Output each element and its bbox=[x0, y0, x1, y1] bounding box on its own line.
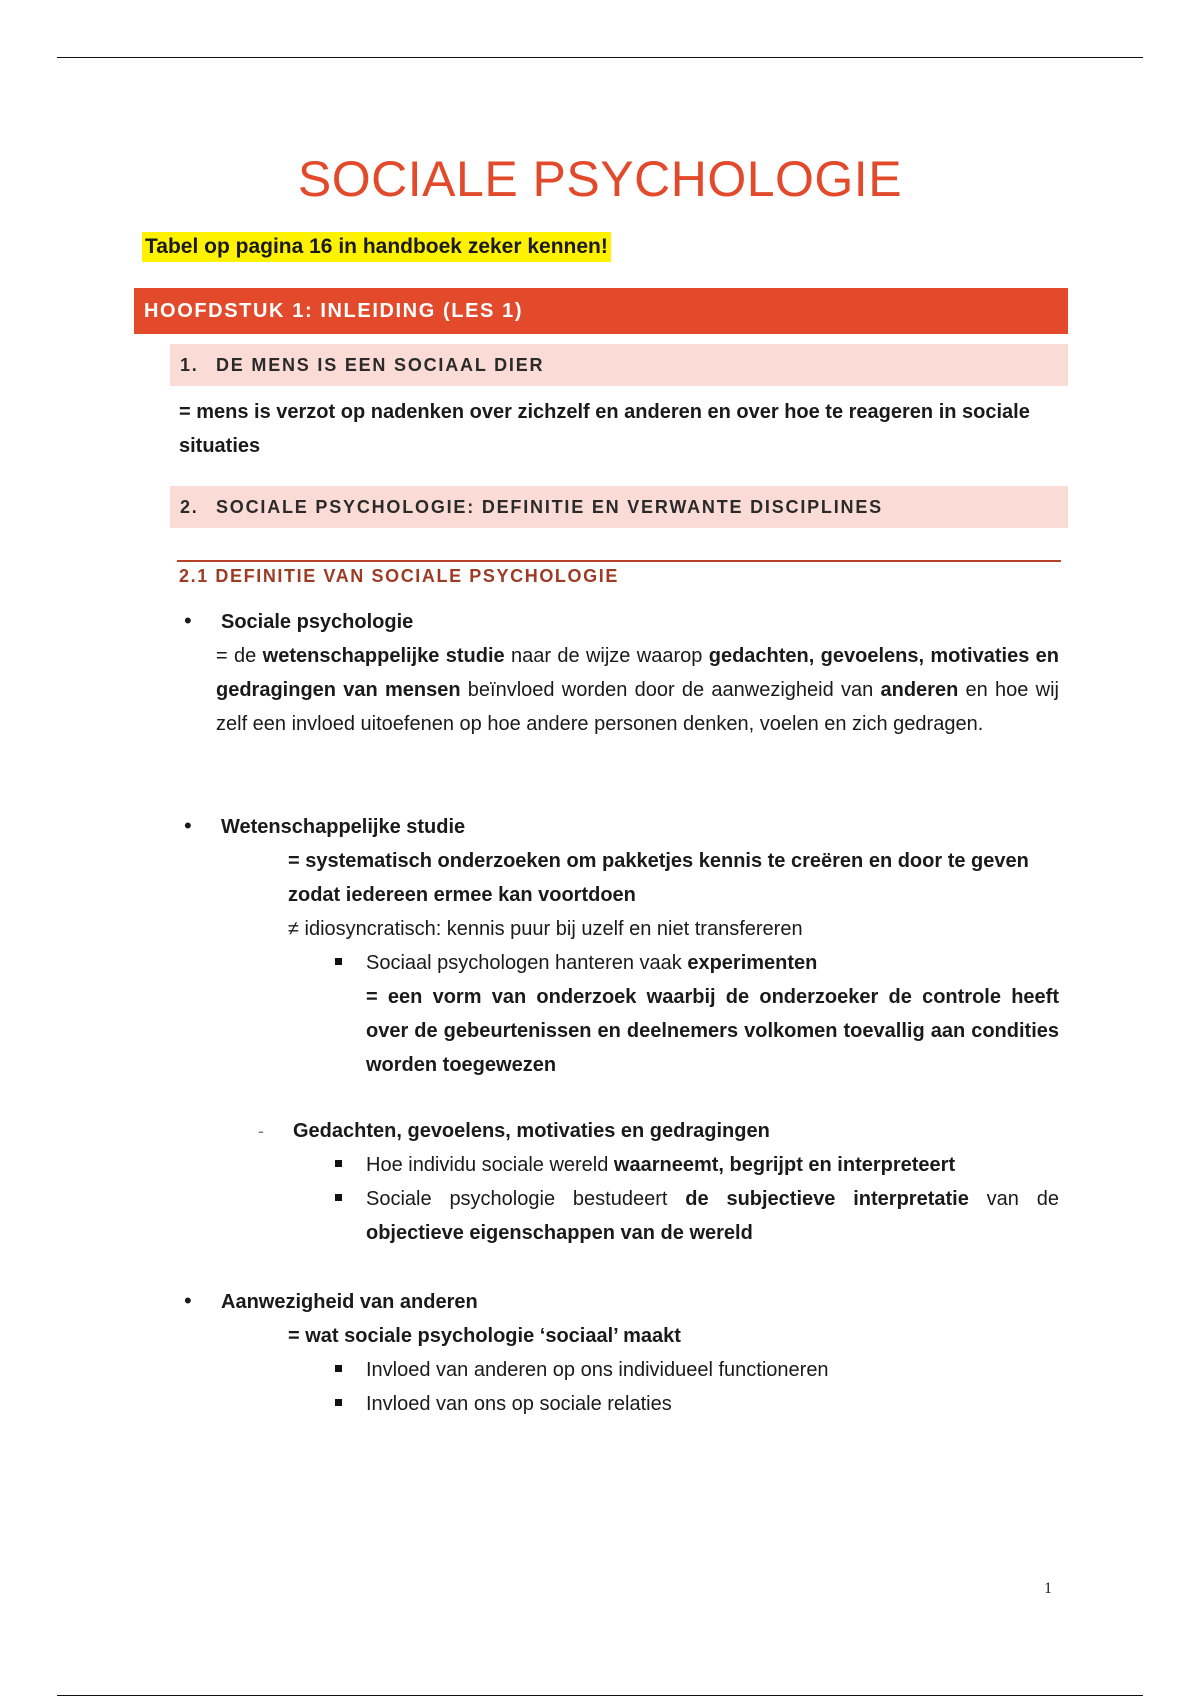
text-run: en hoe wij zelf een invloed uitoefenen op hoe andere personen denken, voelen en zich gedragen. bbox=[216, 679, 1059, 735]
definition-text: = wat sociale psychologie ‘sociaal’ maakt bbox=[288, 1325, 681, 1347]
document-title: SOCIALE PSYCHOLOGIE bbox=[297, 151, 903, 207]
chapter-heading bbox=[134, 288, 1068, 334]
contrast-text: ≠ idiosyncratisch: kennis puur bij uzelf en niet transfereren bbox=[288, 918, 803, 940]
dash-heading: Gedachten, gevoelens, motivaties en gedragingen bbox=[293, 1120, 770, 1142]
text-run-bold: objectieve eigenschappen van de wereld bbox=[366, 1222, 753, 1244]
square-bullet-icon bbox=[335, 1194, 342, 1201]
bullet-icon: • bbox=[184, 813, 192, 838]
text-run-bold: de subjectieve interpretatie bbox=[685, 1188, 969, 1210]
text-run: Sociaal psychologen hanteren vaak bbox=[366, 952, 688, 974]
subsection-heading: 2.1 DEFINITIE VAN SOCIALE PSYCHOLOGIE bbox=[179, 566, 619, 586]
text-run: = de bbox=[216, 645, 263, 667]
highlighted-note: Tabel op pagina 16 in handboek zeker kennen! bbox=[142, 232, 611, 262]
text-run: van de bbox=[968, 1188, 1060, 1210]
chapter-heading-label: HOOFDSTUK 1: INLEIDING (LES 1) bbox=[144, 299, 524, 322]
section1-paragraph: = mens is verzot op nadenken over zichzelf en anderen en over hoe te reageren in sociale situaties bbox=[179, 401, 1030, 457]
text-run-bold: experimenten bbox=[687, 952, 818, 974]
bullet-icon: • bbox=[184, 1288, 192, 1313]
sub-item: Invloed van ons op sociale relaties bbox=[366, 1393, 672, 1415]
section-heading-2 bbox=[170, 486, 1068, 528]
page-number: 1 bbox=[1044, 1580, 1052, 1597]
bottom-rule bbox=[57, 1695, 1143, 1696]
definition-paragraph bbox=[216, 639, 1059, 741]
dash-bullet-icon: - bbox=[258, 1121, 264, 1141]
text-run-bold: waarneemt, begrijpt en interpreteert bbox=[613, 1154, 956, 1176]
text-run: beïnvloed worden door de aanwezigheid van bbox=[460, 679, 881, 701]
bullet-heading: Aanwezigheid van anderen bbox=[221, 1291, 478, 1313]
sub-item bbox=[366, 1148, 955, 1182]
text-run: Sociale psychologie bestudeert bbox=[366, 1188, 686, 1210]
bullet-icon: • bbox=[184, 608, 192, 633]
experiment-definition: = een vorm van onderzoek waarbij de onderzoeker de controle heeft over de gebeurtenissen en deelnemers volkomen toevallig aan condities worden toegewezen bbox=[366, 986, 1059, 1076]
section-number: 2. bbox=[180, 496, 199, 517]
text-run-bold: wetenschappelijke studie bbox=[262, 645, 505, 667]
text-run: Hoe individu sociale wereld bbox=[366, 1154, 614, 1176]
text-run-bold: anderen bbox=[880, 679, 959, 701]
section-label: SOCIALE PSYCHOLOGIE: DEFINITIE EN VERWANTE DISCIPLINES bbox=[216, 496, 883, 517]
square-bullet-icon bbox=[335, 1160, 342, 1167]
text-run: naar de wijze waarop bbox=[504, 645, 709, 667]
bullet-heading: Sociale psychologie bbox=[221, 611, 414, 633]
square-bullet-icon bbox=[335, 1365, 342, 1372]
text-run-bold: gedachten, gevoelens, motivaties en gedragingen van mensen bbox=[216, 645, 1060, 701]
section-heading-1 bbox=[170, 344, 1068, 386]
subsection-rule bbox=[177, 560, 1061, 562]
section-label: DE MENS IS EEN SOCIAAL DIER bbox=[216, 354, 545, 375]
section-number: 1. bbox=[180, 354, 199, 375]
sub-item: Invloed van anderen op ons individueel functioneren bbox=[366, 1359, 829, 1381]
bullet-heading: Wetenschappelijke studie bbox=[221, 816, 466, 838]
top-rule bbox=[57, 57, 1143, 58]
square-bullet-icon bbox=[335, 958, 342, 965]
definition-text: = systematisch onderzoeken om pakketjes kennis te creëren en door te geven zodat iedereen ermee kan voortdoen bbox=[288, 850, 1029, 906]
square-bullet-icon bbox=[335, 1399, 342, 1406]
sub-item bbox=[366, 946, 817, 980]
sub-item bbox=[366, 1182, 1059, 1250]
